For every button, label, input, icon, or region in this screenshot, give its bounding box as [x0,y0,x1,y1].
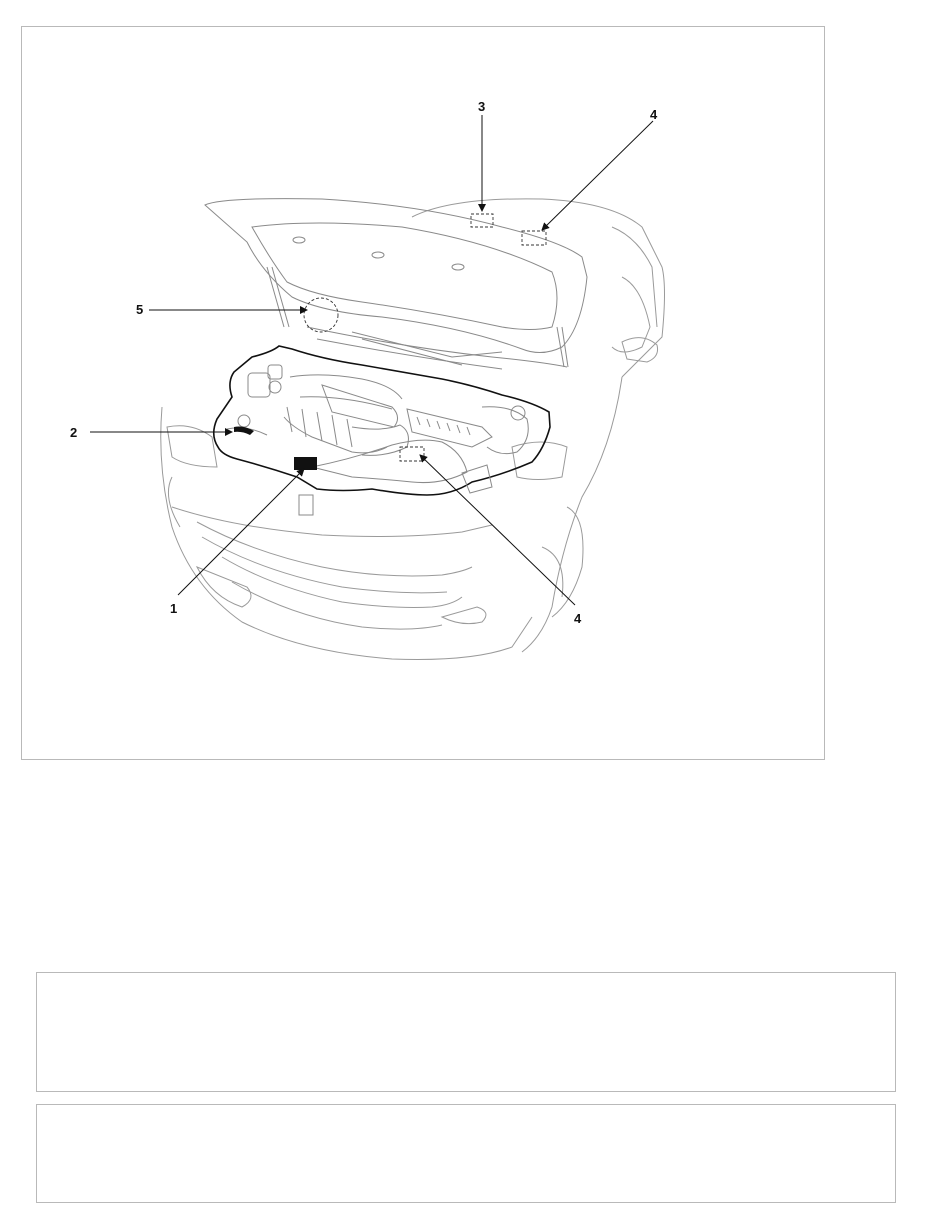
callout-5: 5 [136,302,144,317]
label-area-5 [304,298,338,332]
callout-4-top: 4 [650,107,658,122]
callout-2: 2 [70,425,78,440]
figure-frame [21,26,825,760]
label-locations [304,214,546,461]
leader-4-bottom [420,455,575,605]
leader-lines [90,115,653,605]
callout-1: 1 [170,601,178,616]
hood-panel [205,199,587,369]
leader-1 [178,469,304,595]
empty-panel-1 [36,972,896,1092]
engine-components [227,365,528,515]
callout-3: 3 [478,99,486,114]
label-area-2 [234,427,254,436]
label-area-1 [294,457,317,470]
leader-4-top [542,121,653,230]
engine-bay-diagram [22,27,826,761]
empty-panel-2 [36,1104,896,1203]
callout-4-bottom: 4 [574,611,582,626]
